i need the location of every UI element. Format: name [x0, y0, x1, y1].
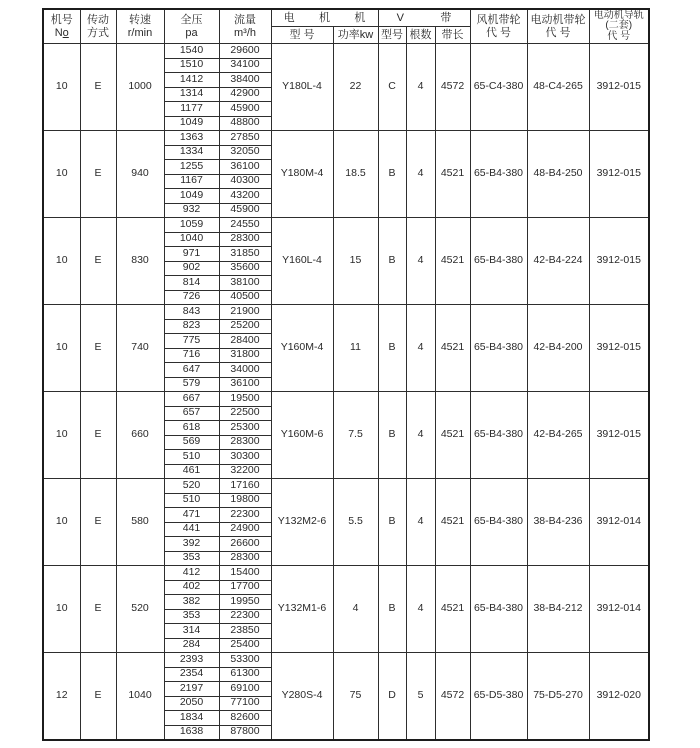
cell-flow: 45900 — [219, 203, 271, 218]
cell-belt-count: 4 — [406, 479, 435, 566]
cell-belt-count: 4 — [406, 218, 435, 305]
cell-belt-type: B — [378, 392, 406, 479]
cell-flow: 87800 — [219, 725, 271, 740]
cell-flow: 69100 — [219, 682, 271, 697]
cell-motor-model: Y160M-6 — [271, 392, 333, 479]
cell-belt-length: 4572 — [435, 44, 470, 131]
cell-flow: 77100 — [219, 696, 271, 711]
cell-fan-pulley: 65-C4-380 — [470, 44, 527, 131]
cell-flow: 43200 — [219, 189, 271, 204]
cell-pressure: 471 — [164, 508, 219, 523]
cell-flow: 17160 — [219, 479, 271, 494]
cell-flow: 22300 — [219, 609, 271, 624]
cell-speed: 740 — [116, 305, 164, 392]
fan-motor-spec-table — [42, 8, 650, 741]
cell-flow: 19800 — [219, 493, 271, 508]
col-header-transmission: 传动 方式 — [80, 9, 116, 44]
cell-flow: 32200 — [219, 464, 271, 479]
cell-pressure: 520 — [164, 479, 219, 494]
cell-pressure: 2197 — [164, 682, 219, 697]
cell-motor-power: 5.5 — [333, 479, 378, 566]
cell-belt-type: B — [378, 218, 406, 305]
cell-flow: 22500 — [219, 406, 271, 421]
cell-transmission: E — [80, 131, 116, 218]
cell-flow: 40300 — [219, 174, 271, 189]
cell-pressure: 932 — [164, 203, 219, 218]
cell-flow: 31800 — [219, 348, 271, 363]
col-header-vbelt-group: V 带 — [378, 9, 470, 27]
spec-table-head — [43, 9, 649, 44]
cell-pressure: 382 — [164, 595, 219, 610]
cell-pressure: 1040 — [164, 232, 219, 247]
cell-rail-code: 3912-014 — [589, 566, 649, 653]
cell-flow: 29600 — [219, 44, 271, 59]
cell-pressure: 392 — [164, 537, 219, 552]
cell-transmission: E — [80, 653, 116, 741]
spec-group-1-row-0 — [43, 131, 649, 146]
cell-pressure: 1049 — [164, 116, 219, 131]
cell-flow: 28300 — [219, 551, 271, 566]
cell-transmission: E — [80, 479, 116, 566]
spec-group-5-row-0 — [43, 479, 649, 494]
cell-pressure: 667 — [164, 392, 219, 407]
cell-pressure: 569 — [164, 435, 219, 450]
cell-pressure: 814 — [164, 276, 219, 291]
cell-belt-length: 4521 — [435, 305, 470, 392]
cell-rail-code: 3912-020 — [589, 653, 649, 741]
cell-flow: 32050 — [219, 145, 271, 160]
cell-motor-model: Y160L-4 — [271, 218, 333, 305]
cell-pressure: 823 — [164, 319, 219, 334]
cell-belt-type: D — [378, 653, 406, 741]
cell-motor-pulley: 42-B4-224 — [527, 218, 589, 305]
cell-pressure: 402 — [164, 580, 219, 595]
spec-group-7-row-0 — [43, 653, 649, 668]
cell-pressure: 412 — [164, 566, 219, 581]
cell-flow: 19500 — [219, 392, 271, 407]
cell-belt-type: B — [378, 566, 406, 653]
cell-belt-length: 4521 — [435, 131, 470, 218]
cell-pressure: 1540 — [164, 44, 219, 59]
cell-transmission: E — [80, 44, 116, 131]
cell-pressure: 2354 — [164, 667, 219, 682]
spec-group-2-row-0 — [43, 218, 649, 233]
cell-rail-code: 3912-015 — [589, 44, 649, 131]
cell-flow: 25300 — [219, 421, 271, 436]
cell-flow: 35600 — [219, 261, 271, 276]
cell-transmission: E — [80, 305, 116, 392]
cell-flow: 25200 — [219, 319, 271, 334]
cell-belt-count: 4 — [406, 44, 435, 131]
cell-belt-type: B — [378, 305, 406, 392]
cell-pressure: 843 — [164, 305, 219, 320]
cell-pressure: 1255 — [164, 160, 219, 175]
col-header-no: 机号 No — [43, 9, 80, 44]
cell-fan-pulley: 65-B4-380 — [470, 218, 527, 305]
cell-pressure: 441 — [164, 522, 219, 537]
cell-flow: 15400 — [219, 566, 271, 581]
cell-speed: 520 — [116, 566, 164, 653]
cell-belt-type: B — [378, 131, 406, 218]
cell-flow: 36100 — [219, 377, 271, 392]
cell-machine-no: 10 — [43, 218, 80, 305]
col-header-motor-rail: 电动机导轨 (二套) 代 号 — [589, 9, 649, 44]
cell-fan-pulley: 65-D5-380 — [470, 653, 527, 741]
cell-flow: 17700 — [219, 580, 271, 595]
cell-pressure: 726 — [164, 290, 219, 305]
cell-belt-length: 4521 — [435, 479, 470, 566]
col-header-fan-pulley: 风机带轮 代 号 — [470, 9, 527, 44]
cell-pressure: 647 — [164, 363, 219, 378]
cell-motor-power: 11 — [333, 305, 378, 392]
cell-belt-length: 4521 — [435, 218, 470, 305]
cell-transmission: E — [80, 392, 116, 479]
cell-pressure: 1363 — [164, 131, 219, 146]
cell-flow: 48800 — [219, 116, 271, 131]
cell-pressure: 579 — [164, 377, 219, 392]
cell-motor-pulley: 38-B4-236 — [527, 479, 589, 566]
cell-motor-model: Y132M2-6 — [271, 479, 333, 566]
cell-transmission: E — [80, 566, 116, 653]
cell-machine-no: 10 — [43, 566, 80, 653]
cell-motor-model: Y160M-4 — [271, 305, 333, 392]
cell-pressure: 1059 — [164, 218, 219, 233]
col-header-vbelt-model: 型号 — [378, 27, 406, 44]
spec-group-6-row-0 — [43, 566, 649, 581]
cell-fan-pulley: 65-B4-380 — [470, 566, 527, 653]
cell-speed: 1000 — [116, 44, 164, 131]
cell-motor-pulley: 75-D5-270 — [527, 653, 589, 741]
cell-pressure: 971 — [164, 247, 219, 262]
spec-group-3-row-0 — [43, 305, 649, 320]
cell-rail-code: 3912-014 — [589, 479, 649, 566]
cell-machine-no: 10 — [43, 392, 80, 479]
cell-flow: 40500 — [219, 290, 271, 305]
cell-belt-count: 4 — [406, 566, 435, 653]
cell-speed: 940 — [116, 131, 164, 218]
cell-flow: 28300 — [219, 232, 271, 247]
cell-machine-no: 10 — [43, 44, 80, 131]
cell-belt-count: 4 — [406, 305, 435, 392]
cell-flow: 19950 — [219, 595, 271, 610]
cell-pressure: 1334 — [164, 145, 219, 160]
cell-motor-model: Y180M-4 — [271, 131, 333, 218]
header-row-1 — [43, 9, 649, 27]
cell-pressure: 461 — [164, 464, 219, 479]
col-header-vbelt-length: 带长 — [435, 27, 470, 44]
cell-machine-no: 10 — [43, 479, 80, 566]
cell-machine-no: 12 — [43, 653, 80, 741]
cell-belt-type: C — [378, 44, 406, 131]
col-header-flow: 流量 m³/h — [219, 9, 271, 44]
cell-rail-code: 3912-015 — [589, 392, 649, 479]
cell-flow: 38100 — [219, 276, 271, 291]
cell-motor-pulley: 48-B4-250 — [527, 131, 589, 218]
col-header-motor-model: 型 号 — [271, 27, 333, 44]
cell-motor-power: 7.5 — [333, 392, 378, 479]
col-header-vbelt-count: 根数 — [406, 27, 435, 44]
cell-motor-pulley: 42-B4-200 — [527, 305, 589, 392]
spec-group-4-row-0 — [43, 392, 649, 407]
cell-fan-pulley: 65-B4-380 — [470, 392, 527, 479]
cell-pressure: 284 — [164, 638, 219, 653]
cell-machine-no: 10 — [43, 131, 80, 218]
spec-group-0-row-0 — [43, 44, 649, 59]
cell-belt-length: 4521 — [435, 392, 470, 479]
cell-motor-power: 15 — [333, 218, 378, 305]
cell-fan-pulley: 65-B4-380 — [470, 479, 527, 566]
cell-pressure: 1049 — [164, 189, 219, 204]
cell-flow: 82600 — [219, 711, 271, 726]
cell-transmission: E — [80, 218, 116, 305]
cell-flow: 34000 — [219, 363, 271, 378]
cell-flow: 42900 — [219, 87, 271, 102]
cell-motor-pulley: 38-B4-212 — [527, 566, 589, 653]
cell-pressure: 1510 — [164, 58, 219, 73]
cell-belt-count: 4 — [406, 392, 435, 479]
col-header-speed: 转速 r/min — [116, 9, 164, 44]
col-header-motor-pulley: 电动机带轮 代 号 — [527, 9, 589, 44]
cell-pressure: 618 — [164, 421, 219, 436]
cell-flow: 38400 — [219, 73, 271, 88]
cell-flow: 28400 — [219, 334, 271, 349]
cell-fan-pulley: 65-B4-380 — [470, 305, 527, 392]
cell-flow: 45900 — [219, 102, 271, 117]
cell-flow: 28300 — [219, 435, 271, 450]
col-header-motor-power: 功率kw — [333, 27, 378, 44]
cell-belt-count: 5 — [406, 653, 435, 741]
cell-pressure: 2393 — [164, 653, 219, 668]
cell-flow: 36100 — [219, 160, 271, 175]
cell-motor-pulley: 42-B4-265 — [527, 392, 589, 479]
cell-motor-power: 18.5 — [333, 131, 378, 218]
cell-speed: 660 — [116, 392, 164, 479]
cell-pressure: 775 — [164, 334, 219, 349]
cell-flow: 30300 — [219, 450, 271, 465]
cell-pressure: 1314 — [164, 87, 219, 102]
cell-motor-power: 22 — [333, 44, 378, 131]
col-header-motor-group: 电 机 机 — [271, 9, 378, 27]
cell-flow: 61300 — [219, 667, 271, 682]
cell-rail-code: 3912-015 — [589, 218, 649, 305]
cell-pressure: 353 — [164, 551, 219, 566]
cell-machine-no: 10 — [43, 305, 80, 392]
cell-motor-power: 75 — [333, 653, 378, 741]
cell-belt-length: 4572 — [435, 653, 470, 741]
cell-pressure: 1167 — [164, 174, 219, 189]
cell-speed: 580 — [116, 479, 164, 566]
cell-pressure: 353 — [164, 609, 219, 624]
cell-flow: 21900 — [219, 305, 271, 320]
cell-motor-model: Y132M1-6 — [271, 566, 333, 653]
cell-pressure: 902 — [164, 261, 219, 276]
cell-fan-pulley: 65-B4-380 — [470, 131, 527, 218]
cell-flow: 26600 — [219, 537, 271, 552]
cell-speed: 830 — [116, 218, 164, 305]
cell-pressure: 1834 — [164, 711, 219, 726]
cell-flow: 22300 — [219, 508, 271, 523]
cell-pressure: 314 — [164, 624, 219, 639]
cell-pressure: 510 — [164, 493, 219, 508]
cell-motor-pulley: 48-C4-265 — [527, 44, 589, 131]
cell-motor-model: Y280S-4 — [271, 653, 333, 741]
cell-rail-code: 3912-015 — [589, 131, 649, 218]
col-header-pressure: 全压 pa — [164, 9, 219, 44]
cell-pressure: 1638 — [164, 725, 219, 740]
cell-flow: 23850 — [219, 624, 271, 639]
cell-motor-model: Y180L-4 — [271, 44, 333, 131]
cell-belt-count: 4 — [406, 131, 435, 218]
cell-pressure: 716 — [164, 348, 219, 363]
cell-flow: 25400 — [219, 638, 271, 653]
cell-rail-code: 3912-015 — [589, 305, 649, 392]
cell-flow: 34100 — [219, 58, 271, 73]
cell-pressure: 1177 — [164, 102, 219, 117]
cell-motor-power: 4 — [333, 566, 378, 653]
cell-flow: 27850 — [219, 131, 271, 146]
cell-flow: 53300 — [219, 653, 271, 668]
spec-table-body — [43, 44, 649, 741]
cell-pressure: 1412 — [164, 73, 219, 88]
cell-pressure: 2050 — [164, 696, 219, 711]
cell-pressure: 657 — [164, 406, 219, 421]
cell-flow: 24900 — [219, 522, 271, 537]
cell-flow: 31850 — [219, 247, 271, 262]
cell-speed: 1040 — [116, 653, 164, 741]
cell-pressure: 510 — [164, 450, 219, 465]
cell-flow: 24550 — [219, 218, 271, 233]
cell-belt-type: B — [378, 479, 406, 566]
cell-belt-length: 4521 — [435, 566, 470, 653]
